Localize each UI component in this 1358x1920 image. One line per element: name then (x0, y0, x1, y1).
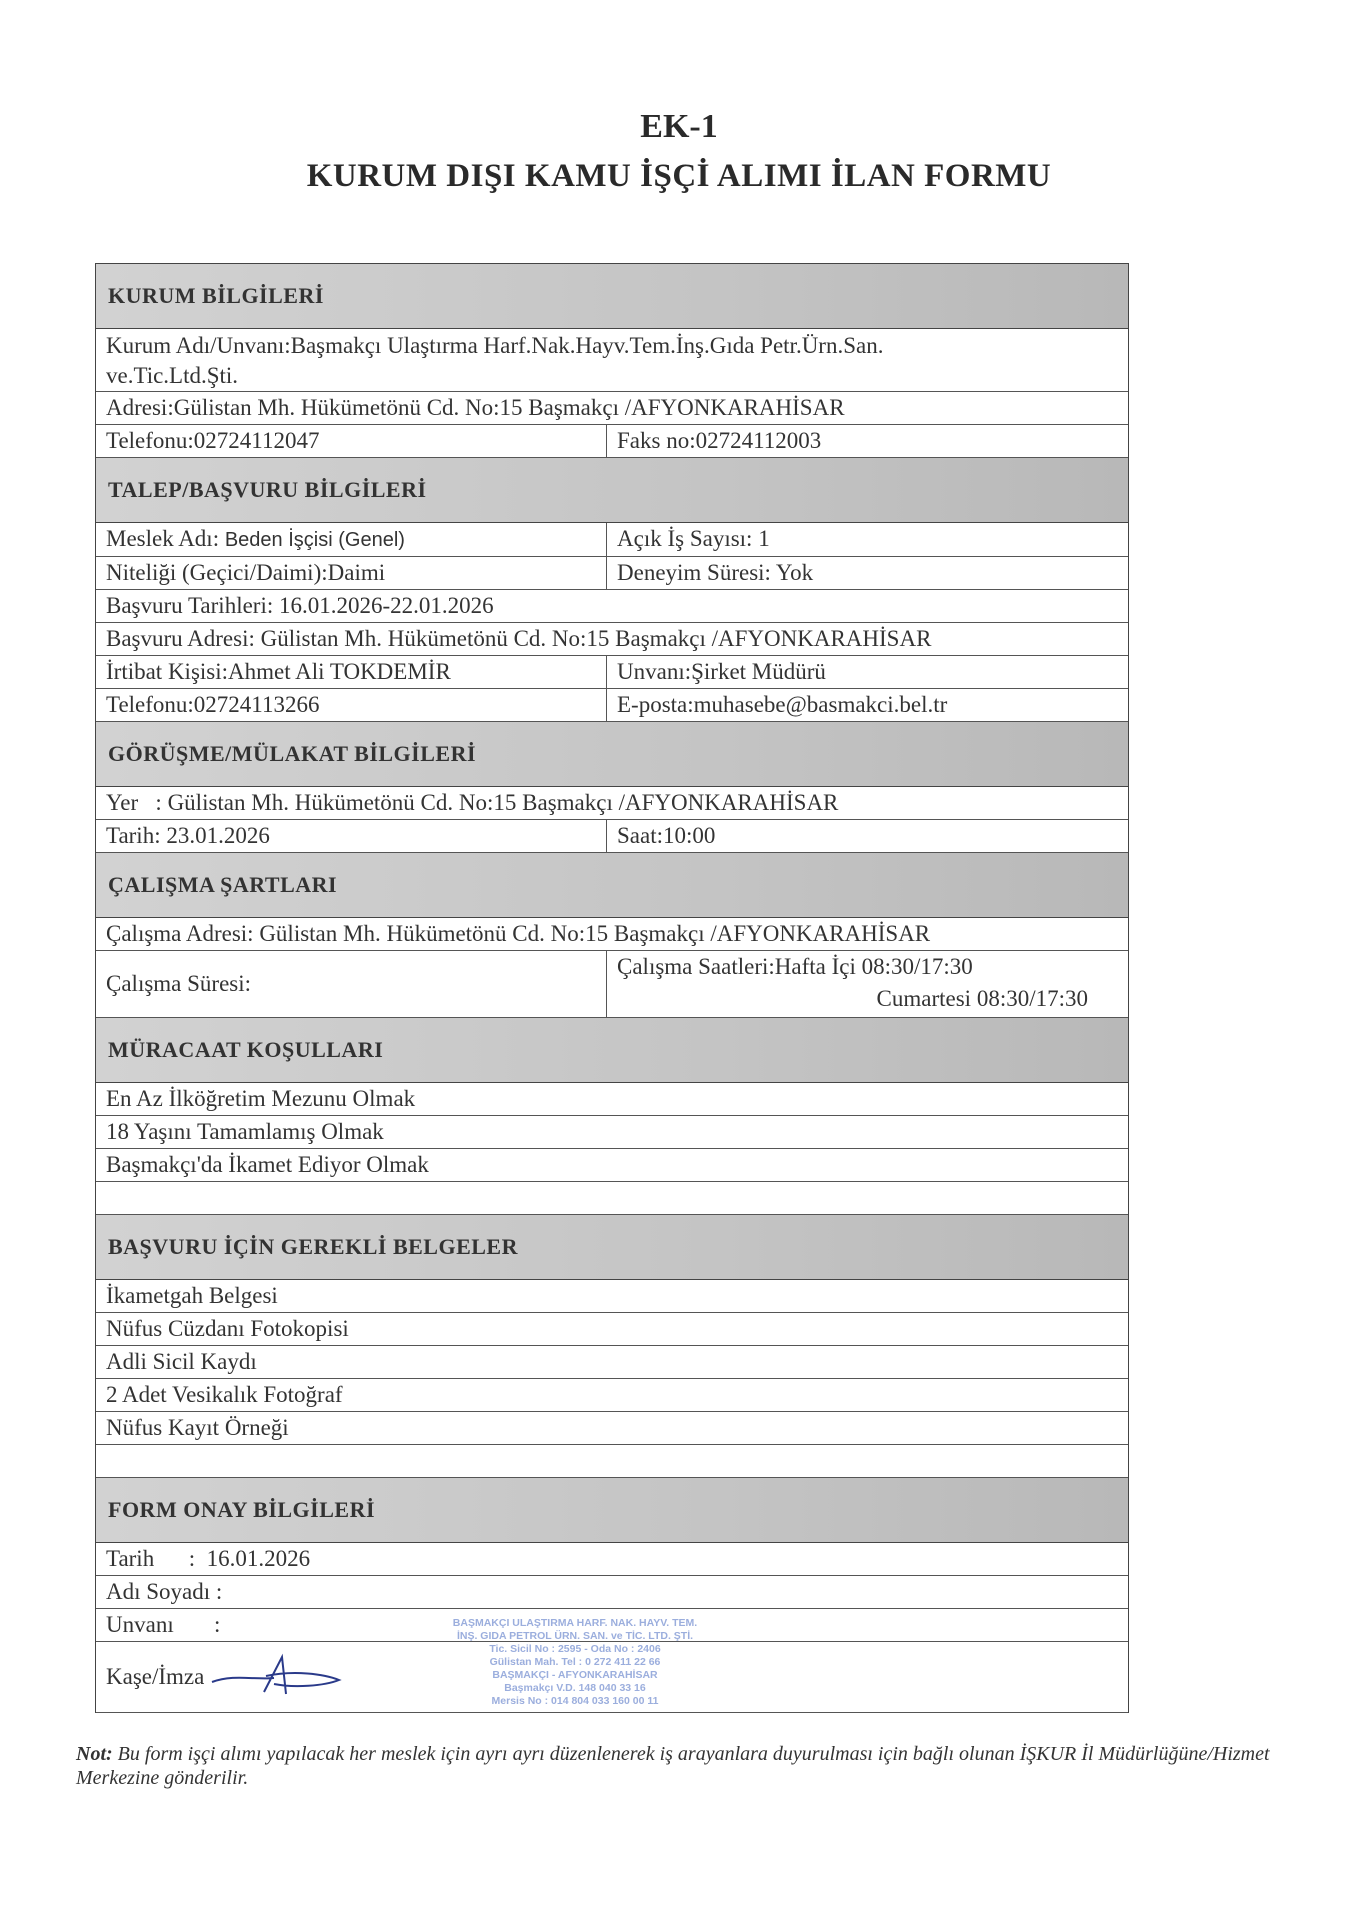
list-item (96, 1346, 1128, 1379)
empty-row (96, 1182, 1128, 1215)
section-header-onay: FORM ONAY BİLGİLERİ (96, 1478, 1128, 1543)
list-item (96, 1116, 1128, 1149)
form-title: KURUM DIŞI KAMU İŞÇİ ALIMI İLAN FORMU (306, 158, 1052, 194)
list-item (96, 1379, 1128, 1412)
list-item (96, 1149, 1128, 1182)
interview-date-row (96, 820, 1128, 853)
contact-person: İrtibat Kişisi:Ahmet Ali TOKDEMİR (96, 656, 607, 688)
occupation-label: Meslek Adı: (106, 526, 225, 551)
document-item: Nüfus Cüzdanı Fotokopisi (106, 1316, 349, 1341)
contact-email: E-posta:muhasebe@basmakci.bel.tr (617, 692, 948, 717)
occupation-row (96, 523, 1128, 557)
contact-row (96, 656, 1128, 689)
requirement: 18 Yaşını Tamamlamış Olmak (106, 1119, 384, 1144)
institution-name-row (96, 329, 1128, 392)
interview-place-row (96, 787, 1128, 820)
interview-time: Saat:10:00 (617, 823, 716, 848)
open-jobs: Açık İş Sayısı: 1 (617, 526, 770, 551)
section-header-muracaat: MÜRACAAT KOŞULLARI (96, 1018, 1128, 1083)
nature-row (96, 557, 1128, 590)
interview-place: Yer : Gülistan Mh. Hükümetönü Cd. No:15 Başmakçı /AFYONKARAHİSAR (106, 790, 839, 815)
interview-date: Tarih: 23.01.2026 (96, 820, 607, 852)
work-duration: Çalışma Süresi: (96, 951, 607, 1017)
document-item: Adli Sicil Kaydı (106, 1349, 257, 1374)
work-hours-weekday: Çalışma Saatleri:Hafta İçi 08:30/17:30 (617, 954, 973, 979)
section-header-talep: TALEP/BAŞVURU BİLGİLERİ (96, 458, 1128, 523)
application-dates: Başvuru Tarihleri: 16.01.2026-22.01.2026 (106, 593, 494, 618)
requirement: Başmakçı'da İkamet Ediyor Olmak (106, 1152, 429, 1177)
address-row (96, 392, 1128, 425)
contact-phone: Telefonu:02724113266 (96, 689, 607, 721)
application-address: Başvuru Adresi: Gülistan Mh. Hükümetönü Cd. No:15 Başmakçı /AFYONKARAHİSAR (106, 626, 932, 651)
institution-fax: Faks no:02724112003 (617, 428, 822, 453)
institution-name: Kurum Adı/Unvanı:Başmakçı Ulaştırma Harf.Nak.Hayv.Tem.İnş.Gıda Petr.Ürn.San. (106, 333, 884, 358)
annex-label: EK-1 (640, 108, 718, 145)
experience: Deneyim Süresi: Yok (617, 560, 814, 585)
work-hours-row (96, 951, 1128, 1018)
document-item: İkametgah Belgesi (106, 1283, 278, 1308)
institution-address: Adresi:Gülistan Mh. Hükümetönü Cd. No:15 Başmakçı /AFYONKARAHİSAR (106, 395, 845, 420)
requirement: En Az İlköğretim Mezunu Olmak (106, 1086, 416, 1111)
contact-phone-row (96, 689, 1128, 722)
list-item (96, 1313, 1128, 1346)
section-header-gorusme: GÖRÜŞME/MÜLAKAT BİLGİLERİ (96, 722, 1128, 787)
approval-date: Tarih : 16.01.2026 (106, 1546, 311, 1571)
job-nature: Niteliği (Geçici/Daimi):Daimi (96, 557, 607, 589)
work-address: Çalışma Adresi: Gülistan Mh. Hükümetönü Cd. No:15 Başmakçı /AFYONKARAHİSAR (106, 921, 931, 946)
approval-name-row (96, 1576, 1128, 1609)
phone-fax-row (96, 425, 1128, 458)
approval-title: Unvanı : (106, 1612, 221, 1637)
contact-title: Unvanı:Şirket Müdürü (617, 659, 826, 684)
approval-date-row (96, 1543, 1128, 1576)
work-address-row (96, 918, 1128, 951)
institution-phone: Telefonu:02724112047 (96, 425, 607, 457)
document-item: Nüfus Kayıt Örneği (106, 1415, 289, 1440)
empty-row (96, 1445, 1128, 1478)
list-item (96, 1083, 1128, 1116)
institution-name-cont: ve.Tic.Ltd.Şti. (106, 363, 239, 388)
footnote (76, 1742, 1306, 1790)
section-header-kurum: KURUM BİLGİLERİ (96, 264, 1128, 329)
signature-icon (204, 1652, 384, 1702)
section-header-calisma: ÇALIŞMA ŞARTLARI (96, 853, 1128, 918)
list-item (96, 1412, 1128, 1445)
dates-row (96, 590, 1128, 623)
occupation-value: Beden İşçisi (Genel) (224, 529, 405, 551)
approval-name: Adı Soyadı : (106, 1579, 223, 1604)
note-text: Bu form işçi alımı yapılacak her meslek için ayrı ayrı düzenlenerek iş arayanlara duyurulması için bağlı olunan İŞKUR İl Müdürlüğüne/Hizmet Merkezine gönderilir. (76, 1743, 1270, 1789)
list-item (96, 1280, 1128, 1313)
document-item: 2 Adet Vesikalık Fotoğraf (106, 1382, 343, 1407)
section-header-belgeler: BAŞVURU İÇİN GEREKLİ BELGELER (96, 1215, 1128, 1280)
note-label: Not: (76, 1743, 113, 1765)
job-posting-form (95, 263, 1129, 1713)
company-stamp: BAŞMAKÇI ULAŞTIRMA HARF. NAK. HAYV. TEM. İNŞ. GIDA PETROL ÜRN. SAN. ve TİC. LTD. ŞTİ. Tic. Sicil No : 2595 - Oda No : 2406 Gülistan Mah. Tel : 0 272 411 22 66 BAŞMAKÇI - AFYONKARAHİSAR Başmakçı V.D. 148 040 33 16 Mersis No : 014 804 033 160 00 11 (452, 1617, 698, 1707)
work-hours-saturday: Cumartesi 08:30/17:30 (876, 986, 1088, 1011)
application-address-row (96, 623, 1128, 656)
signature-label: Kaşe/İmza (106, 1664, 205, 1689)
